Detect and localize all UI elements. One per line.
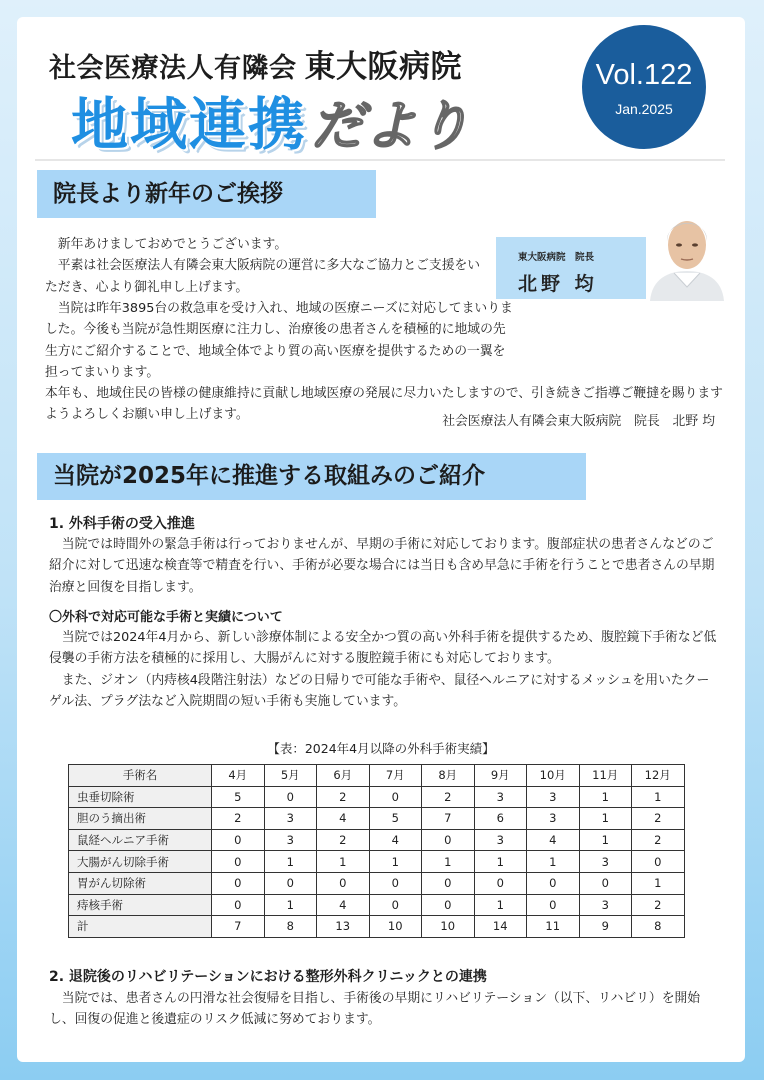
table-cell: 9	[579, 916, 632, 938]
table-cell: 5	[369, 808, 422, 830]
director-portrait-image	[646, 201, 728, 301]
table-header-cell: 6月	[317, 765, 370, 787]
table-cell: 0	[264, 786, 317, 808]
table-cell: 5	[212, 786, 265, 808]
surgery-results-table	[68, 764, 685, 938]
table-header-cell: 手術名	[69, 765, 212, 787]
issue-date: Jan.2025	[615, 101, 673, 117]
table-row	[69, 894, 685, 916]
table-cell: 0	[474, 872, 527, 894]
item1-subtitle: 〇外科で対応可能な手術と実績について	[49, 610, 283, 625]
table-cell: 0	[212, 872, 265, 894]
item1-details	[49, 627, 721, 712]
table-cell: 1	[474, 851, 527, 873]
table-cell: 1	[632, 786, 685, 808]
table-cell: 2	[632, 829, 685, 851]
table-row	[69, 829, 685, 851]
table-cell: 4	[317, 894, 370, 916]
table-caption: 【表：2024年4月以降の外科手術実績】	[267, 741, 495, 756]
greeting-paragraph-1: 新年あけましておめでとうございます。	[57, 237, 288, 252]
table-cell: 0	[317, 872, 370, 894]
director-photo	[646, 201, 728, 301]
header-divider	[35, 159, 725, 161]
table-header-cell: 11月	[579, 765, 632, 787]
table-cell: 1	[579, 829, 632, 851]
table-header-cell: 10月	[527, 765, 580, 787]
table-cell: 1	[632, 872, 685, 894]
table-header-cell: 12月	[632, 765, 685, 787]
table-header-cell: 4月	[212, 765, 265, 787]
table-cell: 4	[317, 808, 370, 830]
table-cell: 1	[369, 851, 422, 873]
table-cell: 2	[632, 808, 685, 830]
table-cell: 2	[422, 786, 475, 808]
hospital-name: 東大阪病院	[304, 49, 462, 85]
table-cell: 14	[474, 916, 527, 938]
table-cell: 0	[422, 829, 475, 851]
table-total-row	[69, 916, 685, 938]
table-cell: 0	[527, 894, 580, 916]
table-cell: 0	[212, 851, 265, 873]
item1-text: 当院では時間外の緊急手術は行っておりませんが、早期の手術に対応しております。腹部症状の患者さんなどのご紹介に対して迅速な検査等で精査を行い、手術が必要な場合には当日も含め早急に手術を行うことで患者さんの早期治療と回復を目指します。	[49, 537, 715, 595]
table-header-cell: 9月	[474, 765, 527, 787]
table-cell: 4	[369, 829, 422, 851]
table-cell: 3	[264, 829, 317, 851]
newsletter-title	[71, 79, 470, 161]
volume-number: Vol.122	[595, 59, 693, 91]
table-cell: 1	[317, 851, 370, 873]
item1-title: 1. 外科手術の受入推進	[49, 516, 195, 532]
table-cell: 6	[474, 808, 527, 830]
table-header-row	[69, 765, 685, 787]
item1-body	[49, 534, 721, 598]
table-cell: 大腸がん切除手術	[69, 851, 212, 873]
table-cell: 3	[474, 786, 527, 808]
director-title: 東大阪病院 院長	[518, 252, 595, 263]
table-row	[69, 808, 685, 830]
table-cell: 1	[422, 851, 475, 873]
table-row	[69, 851, 685, 873]
table-cell: 0	[579, 872, 632, 894]
newsletter-page	[17, 17, 745, 1062]
table-cell: 0	[422, 872, 475, 894]
table-cell: 2	[212, 808, 265, 830]
item1-text-2: 当院では2024年4月から、新しい診療体制による安全かつ質の高い外科手術を提供するため、腹腔鏡下手術など低侵襲の手術方法を積極的に採用し、大腸がんに対する腹腔鏡手術にも対応しております。	[49, 630, 717, 667]
table-cell: 2	[317, 786, 370, 808]
greeting-signature: 社会医療法人有隣会東大阪病院 院長 北野 均	[442, 414, 715, 429]
table-cell: 10	[422, 916, 475, 938]
greeting-paragraph-3: 当院は昨年3895台の救急車を受け入れ、地域の医療ニーズに対応してまいりました。今後も当院が急性期医療に注力し、治療後の患者さんを積極的に地域の先生方にご紹介することで、地域全体でより質の高い医療を提供するための一翼を担ってまいります。	[45, 301, 513, 380]
greeting-intro	[45, 234, 485, 298]
table-cell: 0	[527, 872, 580, 894]
greeting-body	[45, 298, 727, 426]
table-cell: 13	[317, 916, 370, 938]
table-cell: 0	[422, 894, 475, 916]
table-cell: 11	[527, 916, 580, 938]
table-cell: 虫垂切除術	[69, 786, 212, 808]
table-row	[69, 786, 685, 808]
greeting-paragraph-4: 本年も、地域住民の皆様の健康維持に貢献し地域医療の発展に尽力いたしますので、引き続きご指導ご鞭撻を賜りますようよろしくお願い申し上げます。	[45, 386, 723, 423]
director-nameplate	[496, 237, 654, 299]
table-cell: 1	[527, 851, 580, 873]
table-row	[69, 872, 685, 894]
table-cell: 1	[264, 894, 317, 916]
table-cell: 痔核手術	[69, 894, 212, 916]
table-cell: 0	[632, 851, 685, 873]
table-cell: 3	[474, 829, 527, 851]
director-name: 北野 均	[518, 273, 598, 295]
item2-text: 当院では、患者さんの円滑な社会復帰を目指し、手術後の早期にリハビリテーション（以下、リハビリ）を開始し、回復の促進と後遺症のリスク低減に努めております。	[49, 991, 701, 1028]
table-cell: 2	[317, 829, 370, 851]
table-cell: 3	[579, 851, 632, 873]
table-cell: 0	[369, 894, 422, 916]
table-cell: 1	[579, 786, 632, 808]
organization-label: 社会医療法人有隣会	[49, 53, 297, 84]
item2-body	[49, 988, 721, 1031]
table-cell: 8	[264, 916, 317, 938]
table-cell: 0	[212, 894, 265, 916]
table-cell: 10	[369, 916, 422, 938]
table-cell: 3	[264, 808, 317, 830]
table-cell: 1	[579, 808, 632, 830]
table-cell: 8	[632, 916, 685, 938]
table-header-cell: 5月	[264, 765, 317, 787]
table-cell: 0	[212, 829, 265, 851]
table-cell: 7	[422, 808, 475, 830]
table-cell: 4	[527, 829, 580, 851]
table-cell: 1	[474, 894, 527, 916]
table-cell: 2	[632, 894, 685, 916]
table-cell: 計	[69, 916, 212, 938]
greeting-paragraph-2: 平素は社会医療法人有隣会東大阪病院の運営に多大なご協力とご支援をいただき、心より御礼申し上げます。	[45, 258, 481, 295]
table-cell: 3	[527, 808, 580, 830]
table-cell: 3	[579, 894, 632, 916]
table-header-cell: 8月	[422, 765, 475, 787]
table-cell: 胆のう摘出術	[69, 808, 212, 830]
title-kana: だより	[311, 96, 470, 157]
item1-text-3: また、ジオン（内痔核4段階注射法）などの日帰りで可能な手術や、鼠径ヘルニアに対するメッシュを用いたクーゲル法、プラグ法など入院期間の短い手術も実施しています。	[49, 672, 710, 709]
title-kanji: 地域連携	[71, 92, 307, 158]
table-cell: 胃がん切除術	[69, 872, 212, 894]
initiatives-heading: 当院が2025年に推進する取組みのご紹介	[37, 453, 586, 500]
table-header-cell: 7月	[369, 765, 422, 787]
table-cell: 7	[212, 916, 265, 938]
greeting-heading: 院長より新年のご挨拶	[37, 170, 376, 218]
table-cell: 1	[264, 851, 317, 873]
table-cell: 3	[527, 786, 580, 808]
volume-badge	[582, 25, 706, 149]
table-cell: 0	[369, 872, 422, 894]
item2-title: 2. 退院後のリハビリテーションにおける整形外科クリニックとの連携	[49, 969, 487, 985]
table-cell: 0	[369, 786, 422, 808]
table-cell: 0	[264, 872, 317, 894]
table-cell: 鼠経ヘルニア手術	[69, 829, 212, 851]
